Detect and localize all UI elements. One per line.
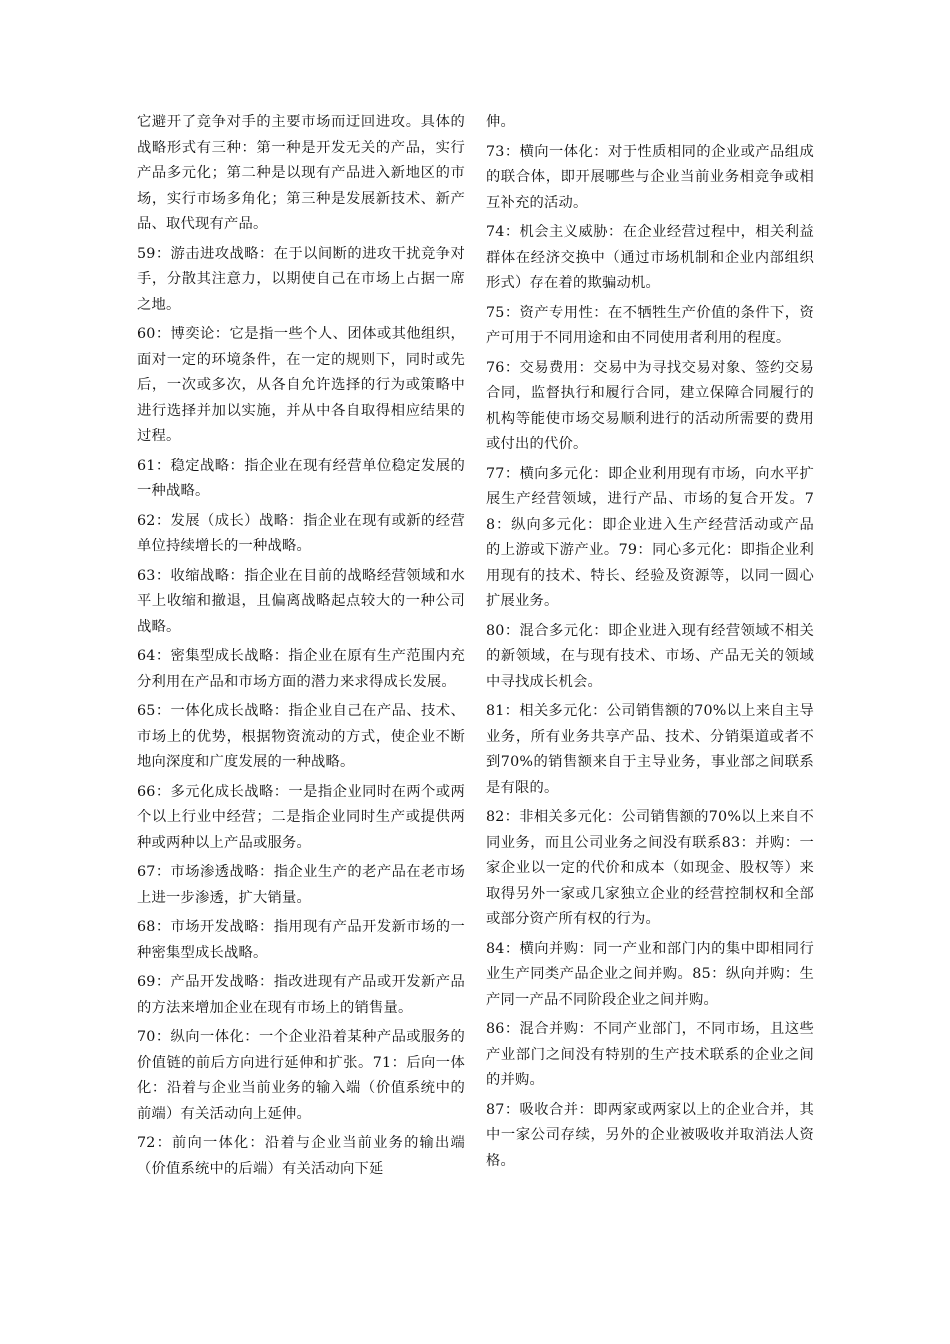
paragraph: 82：非相关多元化：公司销售额的70%以上来自不同业务，而且公司业务之间没有联系83：并购：一家企业以一定的代价和成本（如现金、股权等）来取得另外一家或几家独立企业的经营控制权和全部或部分资产所有权的行为。	[486, 809, 814, 927]
paragraph: 80：混合多元化：即企业进入现有经营领域不相关的新领域，在与现有技术、市场、产品无关的领域中寻找成长机会。	[486, 622, 814, 690]
paragraph: 67：市场渗透战略：指企业生产的老产品在老市场上进一步渗透，扩大销量。	[137, 864, 465, 906]
paragraph: 77：横向多元化：即企业利用现有市场，向水平扩展生产经营领域，进行产品、市场的复合开发。78：纵向多元化：即企业进入生产经营活动或产品的上游或下游产业。79：同心多元化：即指企业利用现有的技术、特长、经验及资源等，以同一圆心扩展业务。	[486, 465, 814, 609]
paragraph: 66：多元化成长战略：一是指企业同时在两个或两个以上行业中经营；二是指企业同时生产或提供两种或两种以上产品或服务。	[137, 783, 465, 851]
paragraph: 86：混合并购：不同产业部门，不同市场，且这些产业部门之间没有特别的生产技术联系的企业之间的并购。	[486, 1021, 814, 1088]
paragraph: 72：前向一体化：沿着与企业当前业务的输出端（价值系统中的后端）有关活动向下延	[137, 1135, 465, 1177]
paragraph: 81：相关多元化：公司销售额的70%以上来自主导业务，所有业务共享产品、技术、分销渠道或者不到70%的销售额来自于主导业务，事业部之间联系是有限的。	[486, 703, 814, 796]
paragraph: 59：游击进攻战略：在于以间断的进攻干扰竞争对手，分散其注意力，以期使自己在市场上占据一席之地。	[137, 245, 465, 313]
paragraph: 伸。	[486, 114, 515, 130]
paragraph: 87：吸收合并：即两家或两家以上的企业合并，其中一家公司存续，另外的企业被吸收并取消法人资格。	[486, 1101, 814, 1169]
paragraph: 它避开了竞争对手的主要市场而迂回进攻。具体的战略形式有三种：第一种是开发无关的产品，实行产品多元化；第二种是以现有产品进入新地区的市场，实行市场多角化；第三种是发展新技术、新产品、取代现有产品。	[137, 114, 465, 232]
right-column	[486, 110, 814, 1178]
left-column	[137, 110, 465, 1186]
paragraph: 63：收缩战略：指企业在目前的战略经营领域和水平上收缩和撤退，且偏离战略起点较大的一种公司战略。	[137, 567, 465, 635]
paragraph: 65：一体化成长战略：指企业自己在产品、技术、市场上的优势，根据物资流动的方式，使企业不断地向深度和广度发展的一种战略。	[137, 703, 465, 770]
paragraph: 60：博奕论：它是指一些个人、团体或其他组织，面对一定的环境条件，在一定的规则下，同时或先后，一次或多次，从各自允许选择的行为或策略中进行选择并加以实施，并从中各自取得相应结果的过程。	[137, 326, 465, 444]
paragraph: 84：横向并购：同一产业和部门内的集中即相同行业生产同类产品企业之间并购。85：纵向并购：生产同一产品不同阶段企业之间并购。	[486, 940, 814, 1008]
paragraph: 61：稳定战略：指企业在现有经营单位稳定发展的一种战略。	[137, 457, 465, 499]
paragraph: 74：机会主义威胁：在企业经营过程中，相关利益群体在经济交换中（通过市场机制和企业内部组织形式）存在着的欺骗动机。	[486, 224, 814, 291]
paragraph: 75：资产专用性：在不牺牲生产价值的条件下，资产可用于不同用途和由不同使用者利用的程度。	[486, 304, 814, 346]
paragraph: 73：横向一体化：对于性质相同的企业或产品组成的联合体，即开展哪些与企业当前业务相竞争或相互补充的活动。	[486, 143, 814, 211]
paragraph: 70：纵向一体化：一个企业沿着某种产品或服务的价值链的前后方向进行延伸和扩张。71：后向一体化：沿着与企业当前业务的输入端（价值系统中的前端）有关活动向上延伸。	[137, 1029, 465, 1122]
paragraph: 64：密集型成长战略：指企业在原有生产范围内充分利用在产品和市场方面的潜力来求得成长发展。	[137, 648, 465, 690]
paragraph: 62：发展（成长）战略：指企业在现有或新的经营单位持续增长的一种战略。	[137, 512, 465, 554]
paragraph: 68：市场开发战略：指用现有产品开发新市场的一种密集型成长战略。	[137, 919, 465, 961]
paragraph: 76：交易费用：交易中为寻找交易对象、签约交易合同，监督执行和履行合同，建立保障合同履行的机构等能使市场交易顺利进行的活动所需要的费用或付出的代价。	[486, 359, 814, 452]
paragraph: 69：产品开发战略：指改进现有产品或开发新产品的方法来增加企业在现有市场上的销售量。	[137, 974, 465, 1016]
